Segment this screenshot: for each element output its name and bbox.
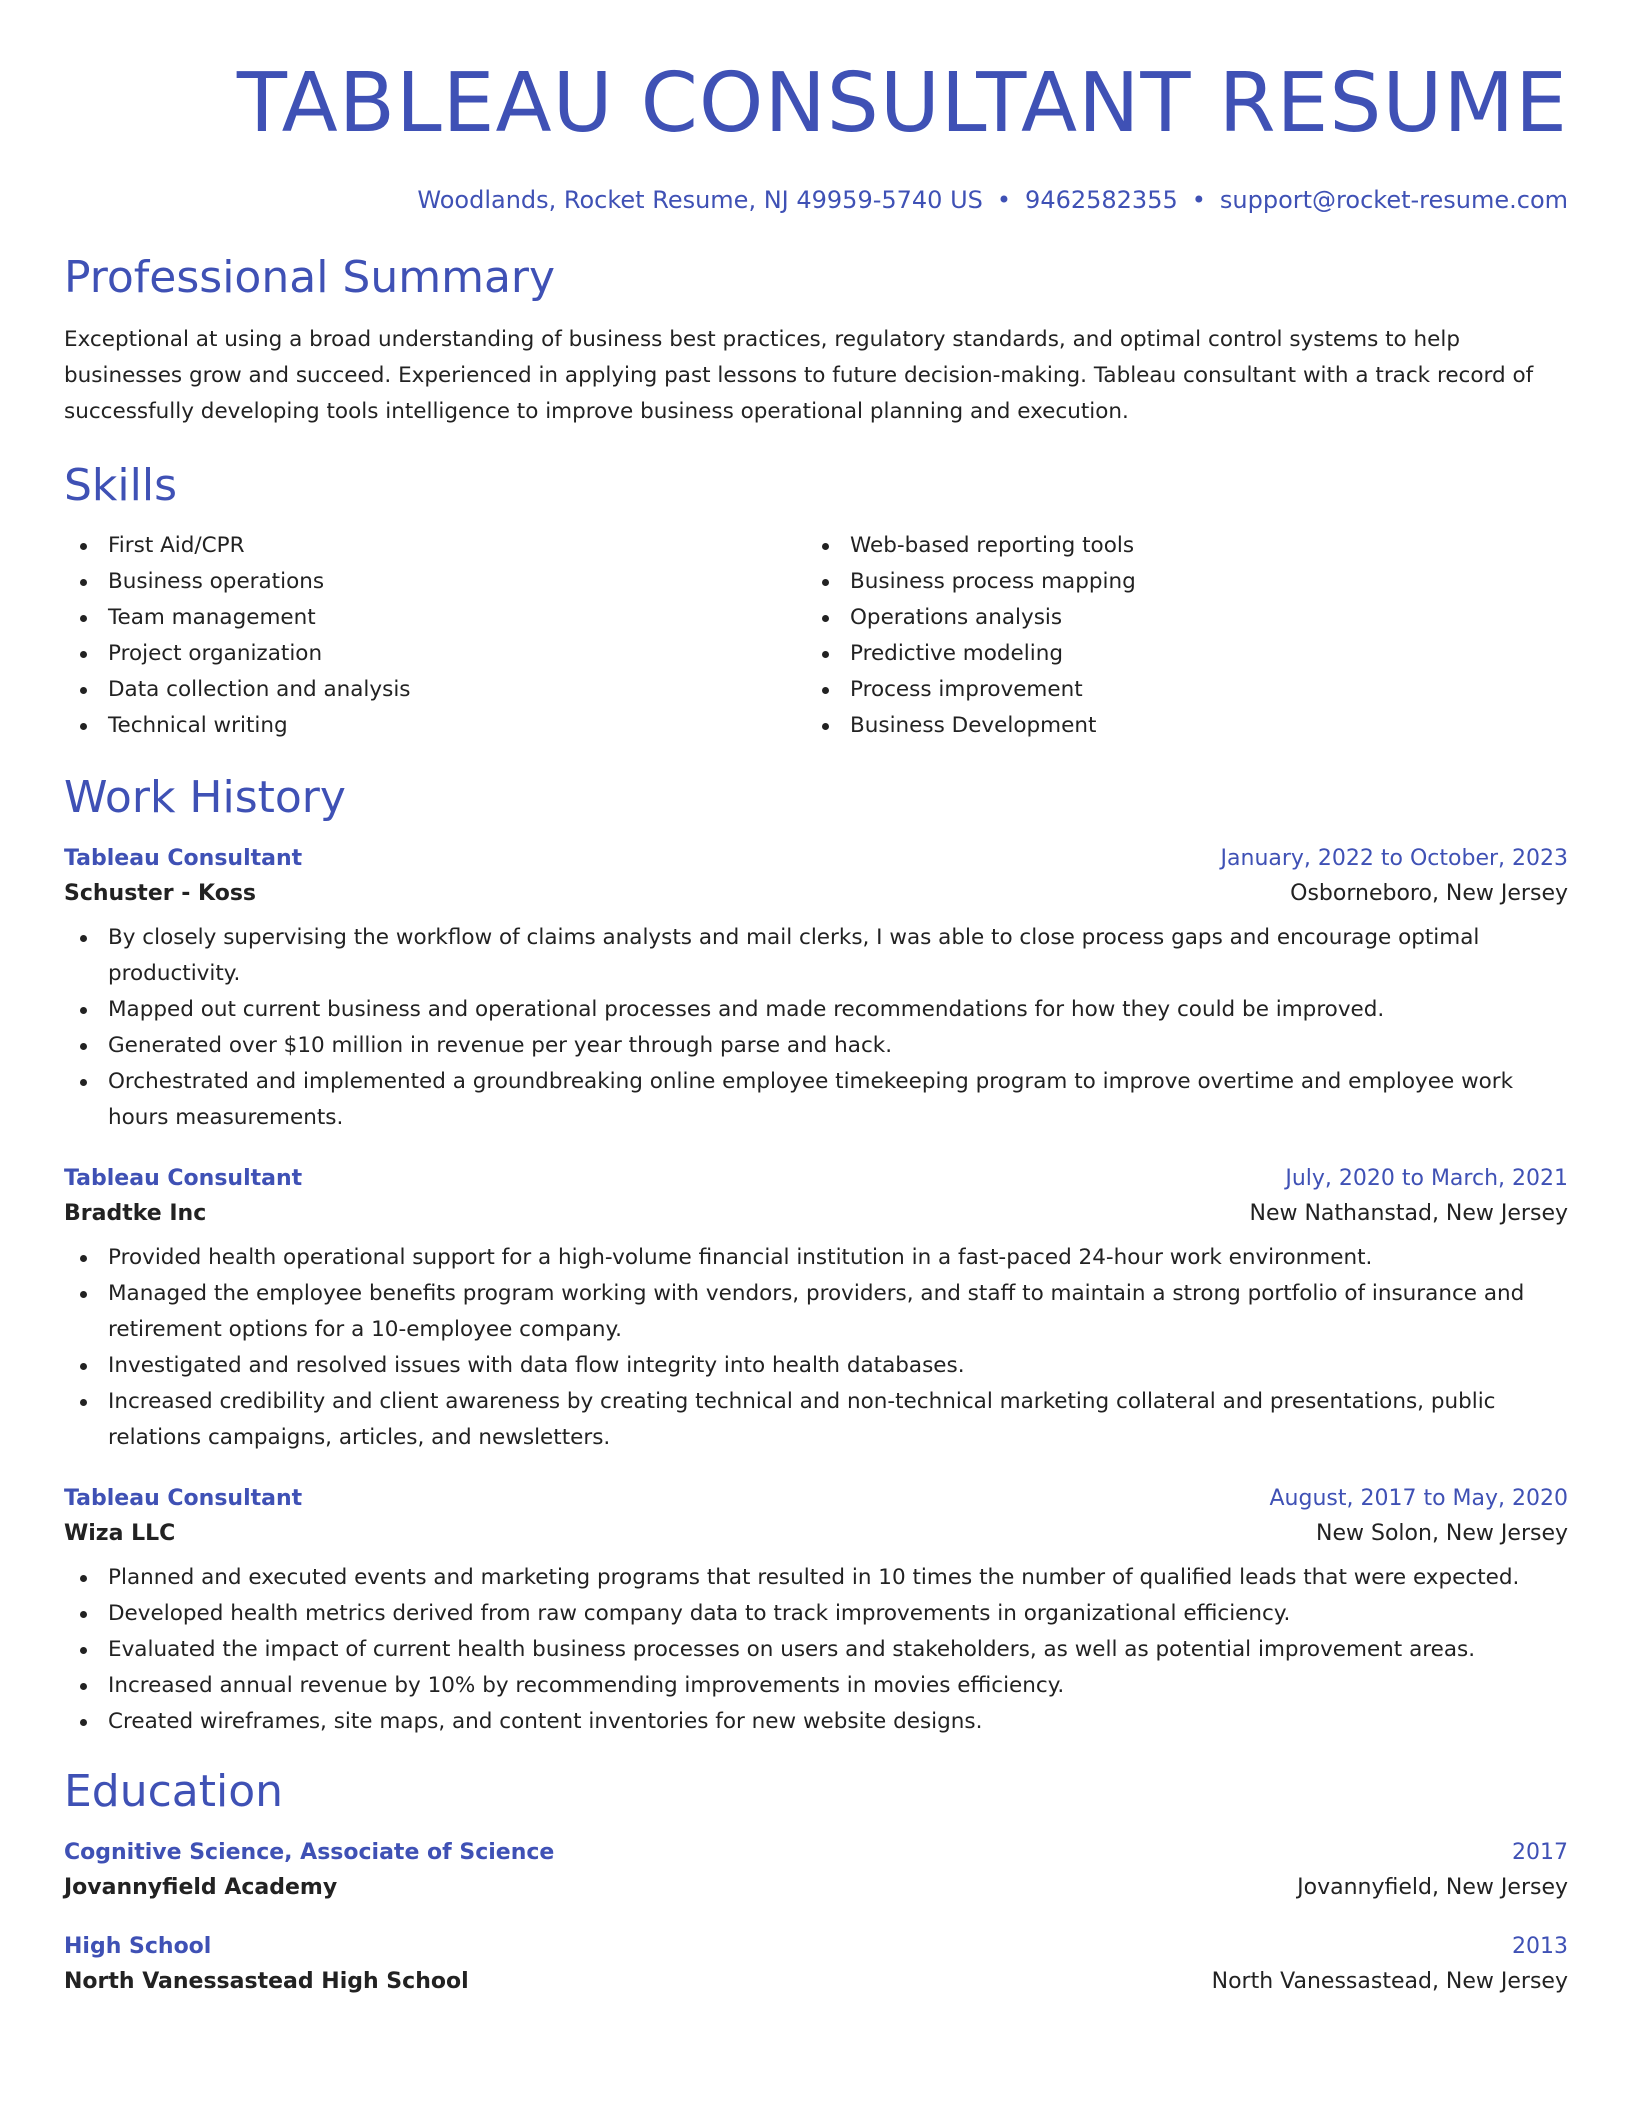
- job-bullet: By closely supervising the workflow of claims analysts and mail clerks, I was able to close process gaps and encourage optimal productivity.: [64, 920, 1568, 992]
- job-dates: January, 2022 to October, 2023: [1220, 846, 1568, 871]
- section-heading-skills: Skills: [64, 460, 178, 511]
- job-title: Tableau Consultant: [64, 1486, 303, 1511]
- job-company: Wiza LLC: [64, 1521, 176, 1546]
- skill-item: Operations analysis: [806, 600, 1548, 636]
- skills-column-right: [806, 528, 1548, 744]
- job-header: [64, 1486, 1568, 1511]
- education-location: North Vanessastead, New Jersey: [1211, 1969, 1568, 1994]
- job-bullet: Increased annual revenue by 10% by recommending improvements in movies efficiency.: [64, 1668, 1568, 1704]
- education-entry: [64, 1934, 1568, 1994]
- education-year: 2013: [1512, 1934, 1568, 1959]
- skill-item: Business Development: [806, 708, 1548, 744]
- job-bullet: Planned and executed events and marketing programs that resulted in 10 times the number of qualified leads that were expected.: [64, 1560, 1568, 1596]
- skills-list: [64, 528, 1568, 744]
- job-bullet: Increased credibility and client awareness by creating technical and non-technical marketing collateral and presentations, public relations campaigns, articles, and newsletters.: [64, 1384, 1568, 1456]
- resume-title: TABLEAU CONSULTANT RESUME: [236, 56, 1568, 151]
- education-entry: [64, 1840, 1568, 1900]
- contact-line: [64, 182, 1568, 218]
- job-header: [64, 1166, 1568, 1191]
- job-title: Tableau Consultant: [64, 1166, 303, 1191]
- job-bullet: Evaluated the impact of current health business processes on users and stakeholders, as well as potential improvement areas.: [64, 1632, 1568, 1668]
- job-location: New Nathanstad, New Jersey: [1249, 1201, 1568, 1226]
- skill-item: First Aid/CPR: [64, 528, 806, 564]
- job-dates: August, 2017 to May, 2020: [1269, 1486, 1568, 1511]
- skill-item: Business operations: [64, 564, 806, 600]
- job-company: Schuster - Koss: [64, 881, 257, 906]
- job-bullet: Investigated and resolved issues with data flow integrity into health databases.: [64, 1348, 1568, 1384]
- job-company-row: [64, 1201, 1568, 1226]
- job-entry: [64, 846, 1568, 1136]
- job-bullet: Generated over $10 million in revenue per year through parse and hack.: [64, 1028, 1568, 1064]
- skill-item: Technical writing: [64, 708, 806, 744]
- job-location: New Solon, New Jersey: [1316, 1521, 1568, 1546]
- job-bullet: Mapped out current business and operational processes and made recommendations for how they could be improved.: [64, 992, 1568, 1028]
- education-school-row: [64, 1969, 1568, 1994]
- contact-address: Woodlands, Rocket Resume, NJ 49959-5740 US: [417, 186, 983, 214]
- contact-separator: •: [996, 186, 1012, 214]
- job-header: [64, 846, 1568, 871]
- section-heading-education: Education: [64, 1766, 284, 1817]
- job-title: Tableau Consultant: [64, 846, 303, 871]
- education-school-row: [64, 1875, 1568, 1900]
- job-entry: [64, 1166, 1568, 1456]
- skill-item: Data collection and analysis: [64, 672, 806, 708]
- education-location: Jovannyfield, New Jersey: [1297, 1875, 1568, 1900]
- job-bullet: Developed health metrics derived from raw company data to track improvements in organizational efficiency.: [64, 1596, 1568, 1632]
- summary-text: Exceptional at using a broad understanding of business best practices, regulatory standards, and optimal control systems to help businesses grow and succeed. Experienced in applying past lessons to future decision-making. Tableau consultant with a track record of successfully developing tools intelligence to improve business operational planning and execution.: [64, 327, 1534, 424]
- job-bullet: Created wireframes, site maps, and content inventories for new website designs.: [64, 1704, 1568, 1740]
- contact-separator: •: [1191, 186, 1206, 214]
- job-bullet: Managed the employee benefits program working with vendors, providers, and staff to maintain a strong portfolio of insurance and retirement options for a 10-employee company.: [64, 1276, 1568, 1348]
- job-bullet: Orchestrated and implemented a groundbreaking online employee timekeeping program to improve overtime and employee work hours measurements.: [64, 1064, 1568, 1136]
- education-header: [64, 1840, 1568, 1865]
- skill-item: Project organization: [64, 636, 806, 672]
- contact-email[interactable]: support@rocket-resume.com: [1219, 186, 1568, 214]
- contact-phone: 9462582355: [1025, 186, 1178, 214]
- skill-item: Business process mapping: [806, 564, 1548, 600]
- skill-item: Team management: [64, 600, 806, 636]
- education-school: North Vanessastead High School: [64, 1969, 469, 1994]
- skill-item: Process improvement: [806, 672, 1548, 708]
- job-dates: July, 2020 to March, 2021: [1285, 1166, 1568, 1191]
- job-location: Osborneboro, New Jersey: [1290, 881, 1568, 906]
- job-bullet: Provided health operational support for a high-volume financial institution in a fast-paced 24-hour work environment.: [64, 1240, 1568, 1276]
- job-entry: [64, 1486, 1568, 1740]
- job-company-row: [64, 881, 1568, 906]
- education-year: 2017: [1512, 1840, 1568, 1865]
- education-school: Jovannyfield Academy: [64, 1875, 338, 1900]
- section-heading-summary: Professional Summary: [64, 252, 556, 303]
- education-header: [64, 1934, 1568, 1959]
- section-heading-work-history: Work History: [64, 772, 346, 823]
- job-bullets: [64, 920, 1568, 1136]
- job-bullets: [64, 1560, 1568, 1740]
- job-bullets: [64, 1240, 1568, 1456]
- education-degree: Cognitive Science, Associate of Science: [64, 1840, 555, 1865]
- job-company: Bradtke Inc: [64, 1201, 207, 1226]
- skill-item: Predictive modeling: [806, 636, 1548, 672]
- skills-column-left: [64, 528, 806, 744]
- education-degree: High School: [64, 1934, 212, 1959]
- job-company-row: [64, 1521, 1568, 1546]
- skill-item: Web-based reporting tools: [806, 528, 1548, 564]
